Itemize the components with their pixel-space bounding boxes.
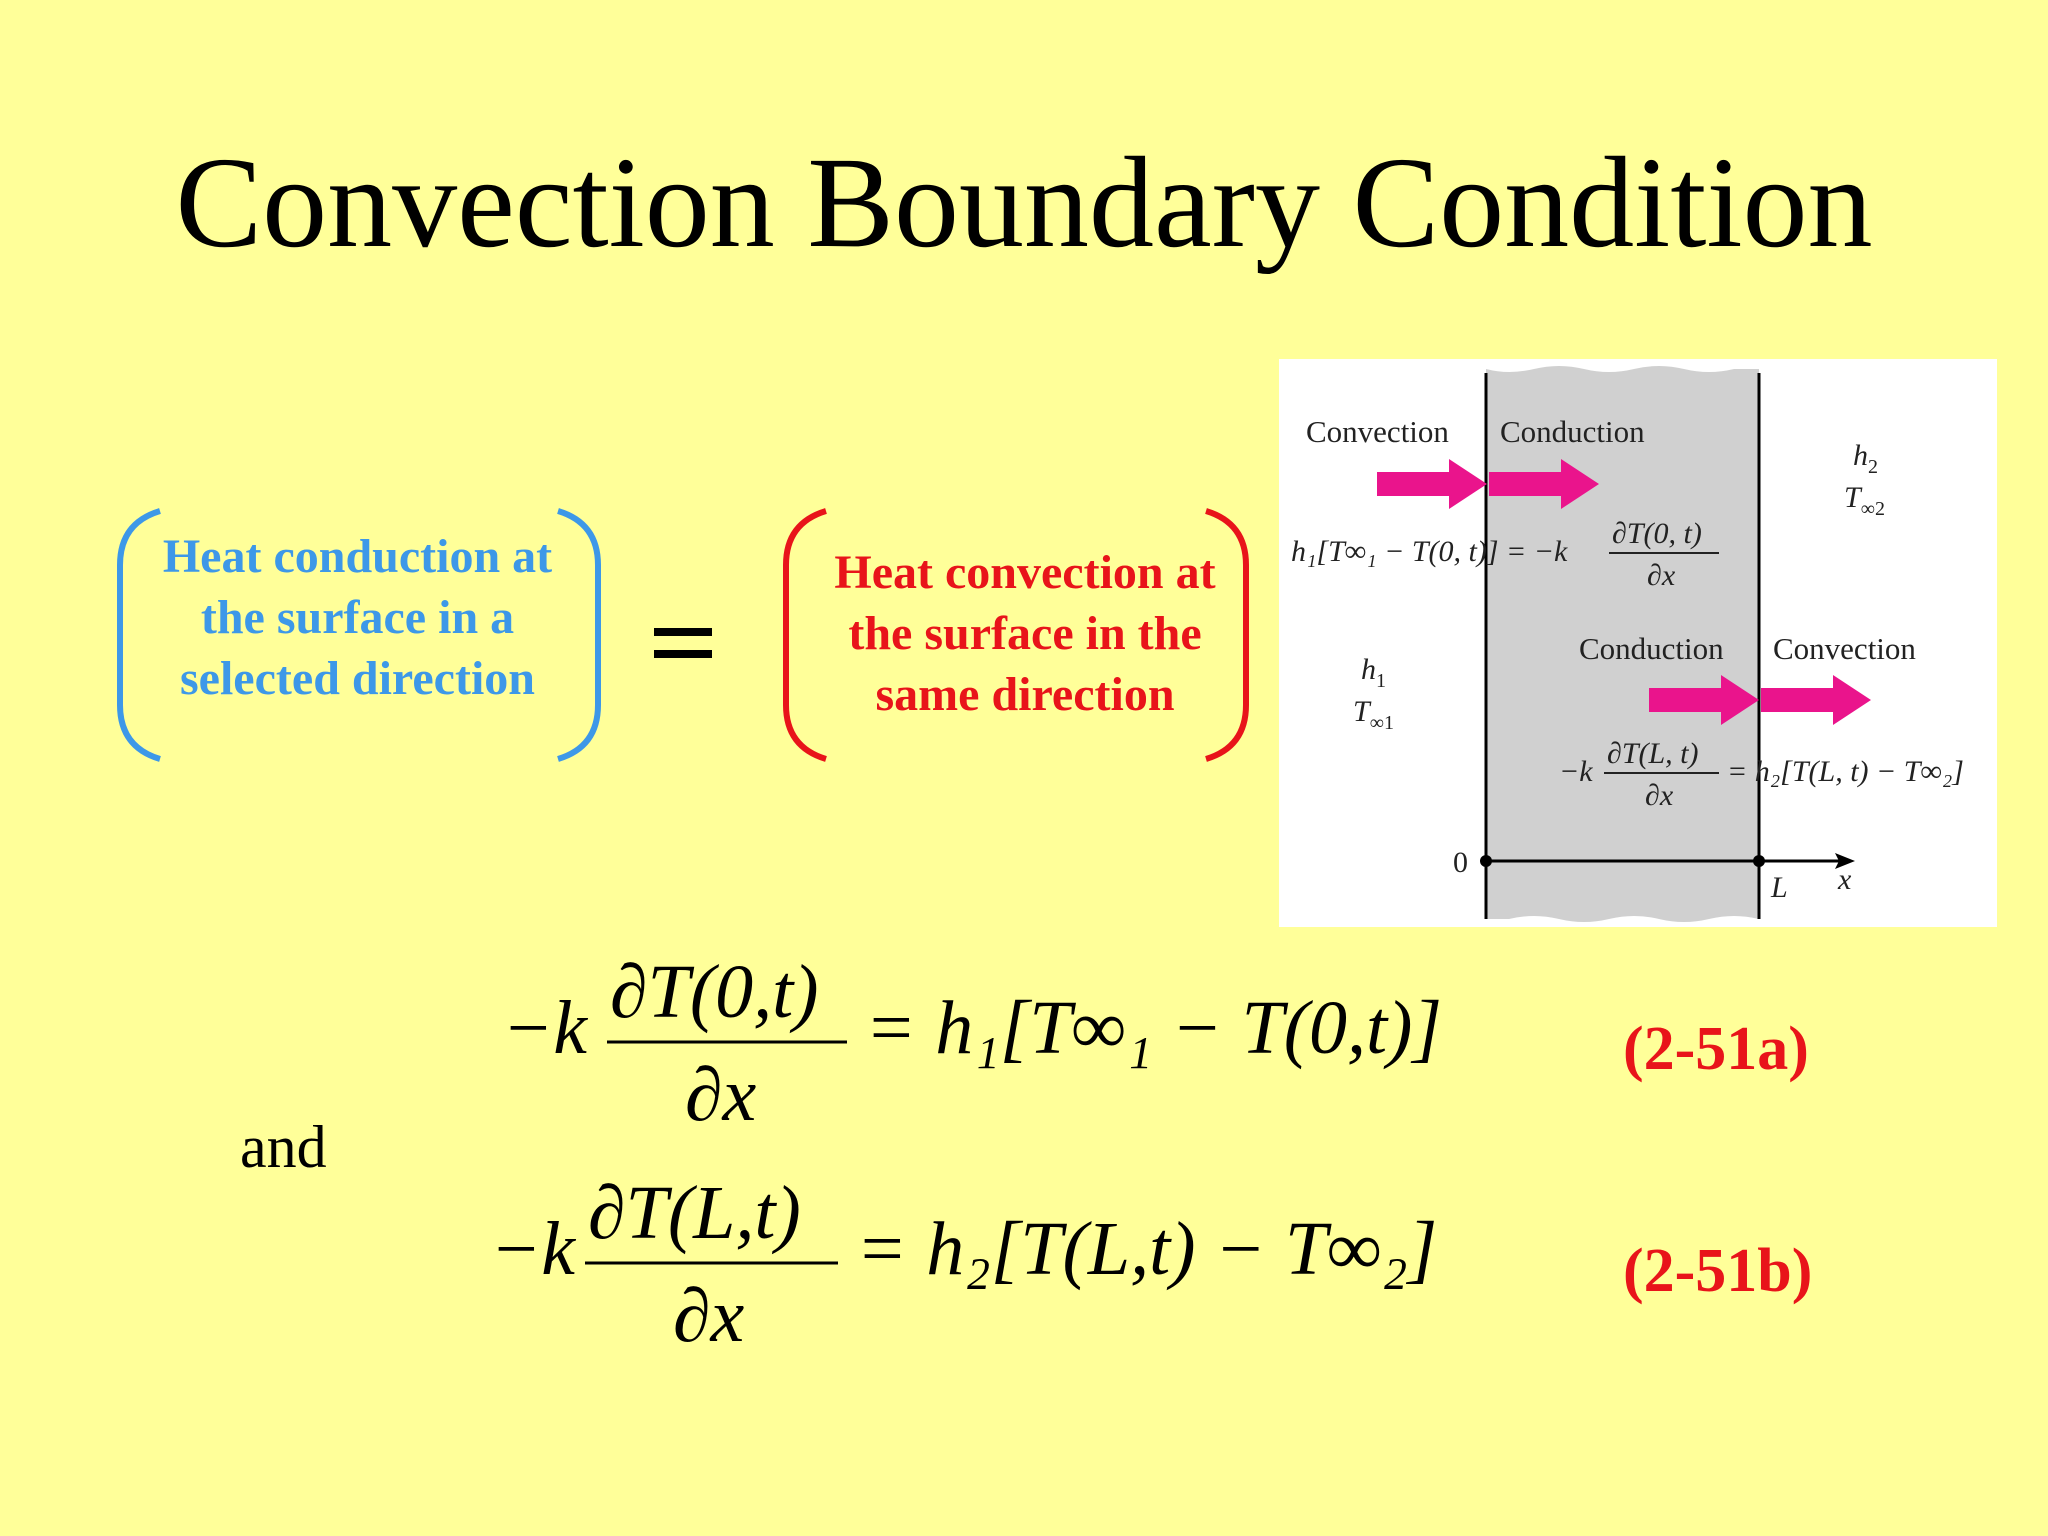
eq-a-rhs: = h₁[T∞₁ − T(0,t)] [865, 986, 1443, 1070]
x-label: x [1838, 863, 1852, 896]
origin-label: 0 [1453, 846, 1468, 879]
and-word: and [240, 1114, 327, 1180]
label-conduction-right: Conduction [1579, 631, 1724, 666]
equation-number-2-51a: (2-51a) [1623, 1015, 1809, 1083]
eq-a-lead: −k [502, 986, 588, 1070]
wall-diagram [1279, 359, 1997, 927]
diagram-eq-right-den: ∂x [1645, 779, 1674, 812]
equation-2-51a [490, 945, 1443, 1137]
eq-a-numerator: ∂T(0,t) [610, 950, 819, 1034]
equation-2-51b [478, 1166, 1438, 1358]
slide-title: Convection Boundary Condition [175, 131, 1873, 275]
diagram-eq-left-lhs: h₁[T∞₁ − T(0, t)] = −k [1291, 535, 1568, 568]
label-t-inf1: $T_{\infty 1}$ [1353, 695, 1394, 734]
label-t-inf2: $T_{\infty 2}$ [1844, 481, 1885, 520]
eq-b-numerator: ∂T(L,t) [588, 1171, 801, 1255]
L-dot [1753, 855, 1765, 867]
label-h1: $h_1$ [1361, 653, 1386, 692]
eq-b-lead: −k [490, 1207, 576, 1291]
eq-b-denominator: ∂x [673, 1274, 745, 1358]
L-label: L [1771, 871, 1788, 904]
equation-number-2-51b: (2-51b) [1623, 1237, 1813, 1305]
heat-conduction-text: Heat conduction at the surface in a selected direction [162, 530, 553, 705]
diagram-eq-right-rhs: = h₂[T(L, t) − T∞₂] [1727, 755, 1964, 788]
diagram-eq-left-num: ∂T(0, t) [1612, 517, 1702, 550]
eq-a-denominator: ∂x [685, 1053, 757, 1137]
origin-dot [1480, 855, 1492, 867]
equals-sign [640, 600, 730, 660]
label-convection-left: Convection [1306, 414, 1449, 449]
heat-convection-text: Heat convection at the surface in the same direction [834, 546, 1216, 721]
label-conduction-left: Conduction [1500, 414, 1645, 449]
label-h2: $h_2$ [1853, 439, 1878, 478]
diagram-eq-right-num: ∂T(L, t) [1607, 737, 1699, 770]
diagram-eq-right-lhs: −k [1559, 755, 1593, 788]
diagram-eq-left-den: ∂x [1647, 559, 1676, 592]
label-convection-right: Convection [1773, 631, 1916, 666]
eq-b-rhs: = h₂[T(L,t) − T∞₂] [856, 1207, 1438, 1291]
